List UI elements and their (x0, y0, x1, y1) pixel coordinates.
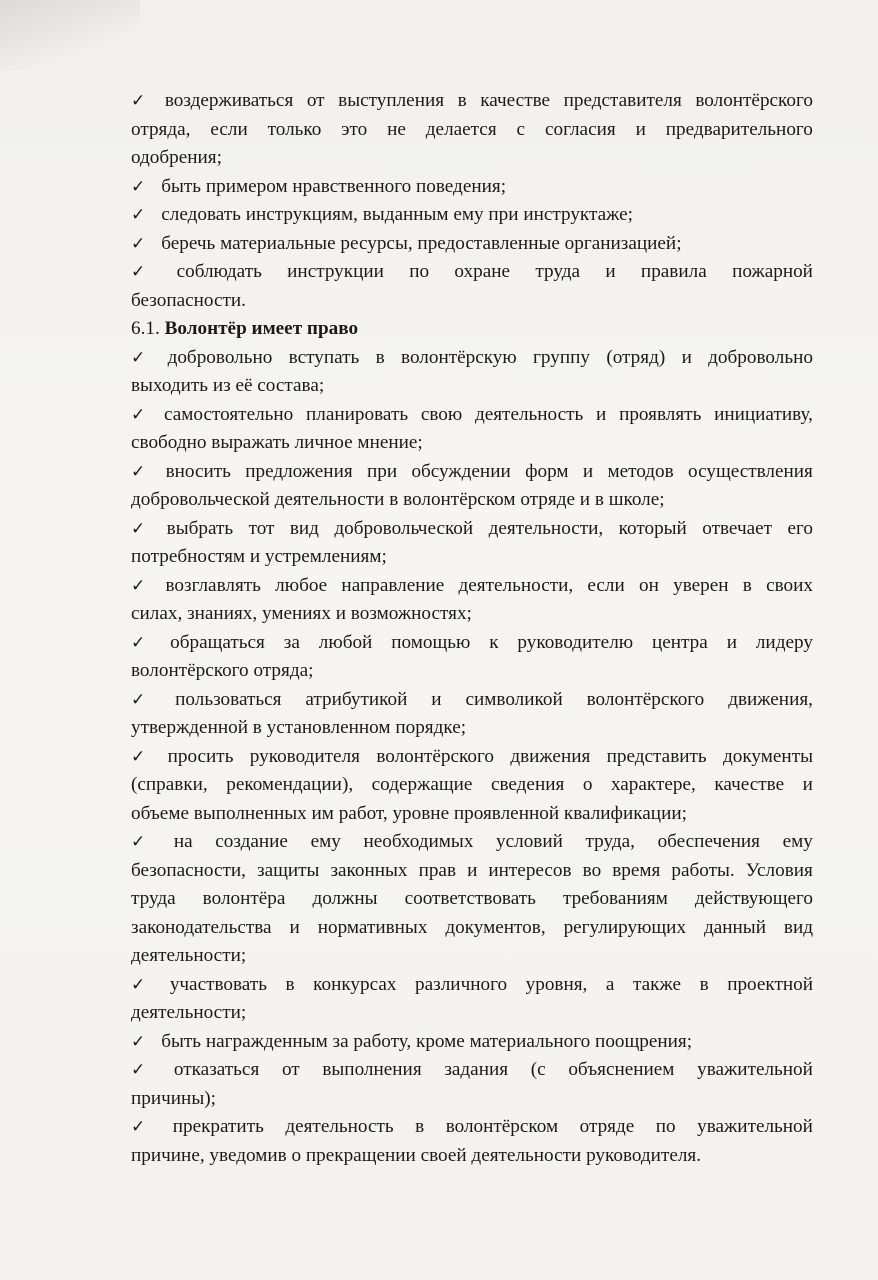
text-line: ✓ прекратить деятельность в волонтёрском отряде по уважительной (131, 1113, 813, 1142)
text-line: труда волонтёра должны соответствовать требованиям действующего (131, 888, 813, 909)
line-text: быть примером нравственного поведения; (161, 175, 507, 197)
text-line: ✓ воздерживаться от выступления в качестве представителя волонтёрского (131, 87, 813, 116)
text-line: ✓ выбрать тот вид добровольческой деятельности, который отвечает его (131, 515, 813, 544)
line-text: беречь материальные ресурсы, предоставленные организацией; (161, 232, 682, 254)
text-line: законодательства и нормативных документов, регулирующих данный вид (131, 916, 813, 938)
line-text: утвержденной в установленном порядке; (131, 717, 467, 738)
text-line (131, 287, 813, 316)
line-text: волонтёрского отряда; (131, 660, 314, 681)
checkmark-icon: ✓ (131, 746, 146, 767)
line-text: потребностям и устремлениям; (131, 546, 387, 567)
line-text: деятельности; (131, 1002, 247, 1023)
checkmark-icon: ✓ (131, 205, 146, 225)
checkmark-icon: ✓ (131, 233, 146, 254)
line-text: следовать инструкциям, выданным ему при инструктаже; (161, 204, 633, 225)
line-text: выходить из её состава; (131, 375, 325, 396)
text-line (131, 800, 813, 829)
checkmark-icon: ✓ (131, 347, 146, 368)
text-line (131, 600, 813, 629)
text-line: ✓ просить руководителя волонтёрского движения представить документы (131, 743, 813, 772)
checkmark-icon: ✓ (131, 832, 146, 852)
text-line (131, 201, 813, 230)
text-line: ✓ отказаться от выполнения задания (с объяснением уважительной (131, 1056, 813, 1085)
checkmark-icon: ✓ (131, 575, 146, 596)
text-line (131, 429, 813, 458)
checkmark-icon: ✓ (131, 1031, 146, 1052)
text-line: ✓ добровольно вступать в волонтёрскую группу (отряд) и добровольно (131, 344, 813, 373)
text-line (131, 1142, 813, 1171)
checkmark-icon: ✓ (131, 262, 146, 282)
line-text: быть награжденным за работу, кроме материального поощрения; (161, 1030, 693, 1052)
line-text: одобрения; (131, 147, 222, 168)
section-heading (131, 315, 813, 344)
line-text: силах, знаниях, умениях и возможностях; (131, 603, 472, 624)
text-line (131, 714, 813, 743)
text-line (131, 942, 813, 971)
text-line: ✓ вносить предложения при обсуждении форм и методов осуществления (131, 458, 813, 487)
line-text: причины); (131, 1087, 216, 1109)
checkmark-icon: ✓ (131, 632, 146, 653)
text-line: отряда, если только это не делается с согласия и предварительного (131, 118, 813, 140)
page-fold-shadow (0, 0, 140, 70)
text-line (131, 173, 813, 202)
document-text (131, 87, 813, 1170)
line-text: свободно выражать личное мнение; (131, 432, 423, 453)
text-line: ✓ участвовать в конкурсах различного уровня, а также в проектной (131, 971, 813, 1000)
line-text: объеме выполненных им работ, уровне проявленной квалификации; (131, 802, 687, 824)
section-title: Волонтёр имеет право (164, 318, 359, 339)
text-line: (справки, рекомендации), содержащие сведения о характере, качестве и (131, 774, 813, 795)
line-text: добровольческой деятельности в волонтёрском отряде и в школе; (131, 489, 665, 510)
text-line (131, 372, 813, 401)
text-line: ✓ соблюдать инструкции по охране труда и правила пожарной (131, 258, 813, 287)
text-line: ✓ возглавлять любое направление деятельности, если он уверен в своих (131, 572, 813, 601)
text-line: ✓ обращаться за любой помощью к руководителю центра и лидеру (131, 629, 813, 658)
text-line (131, 486, 813, 515)
checkmark-icon: ✓ (131, 1117, 146, 1137)
line-text: причине, уведомив о прекращении своей деятельности руководителя. (131, 1144, 702, 1166)
text-line (131, 1085, 813, 1114)
text-line: ✓ пользоваться атрибутикой и символикой волонтёрского движения, (131, 686, 813, 715)
text-line (131, 543, 813, 572)
checkmark-icon: ✓ (131, 461, 146, 482)
text-line: безопасности, защиты законных прав и интересов во время работы. Условия (131, 859, 813, 881)
text-line (131, 999, 813, 1028)
checkmark-icon: ✓ (131, 689, 146, 710)
text-line (131, 144, 813, 173)
text-line (131, 1028, 813, 1057)
checkmark-icon: ✓ (131, 404, 146, 425)
text-line: ✓ самостоятельно планировать свою деятельность и проявлять инициативу, (131, 401, 813, 430)
section-number: 6.1. (131, 318, 160, 339)
checkmark-icon: ✓ (131, 974, 146, 995)
line-text: безопасности. (131, 289, 246, 311)
checkmark-icon: ✓ (131, 91, 146, 111)
checkmark-icon: ✓ (131, 518, 146, 539)
line-text: деятельности; (131, 945, 247, 966)
checkmark-icon: ✓ (131, 176, 146, 197)
text-line: ✓ на создание ему необходимых условий труда, обеспечения ему (131, 828, 813, 857)
checkmark-icon: ✓ (131, 1060, 146, 1080)
text-line (131, 230, 813, 259)
text-line (131, 657, 813, 686)
